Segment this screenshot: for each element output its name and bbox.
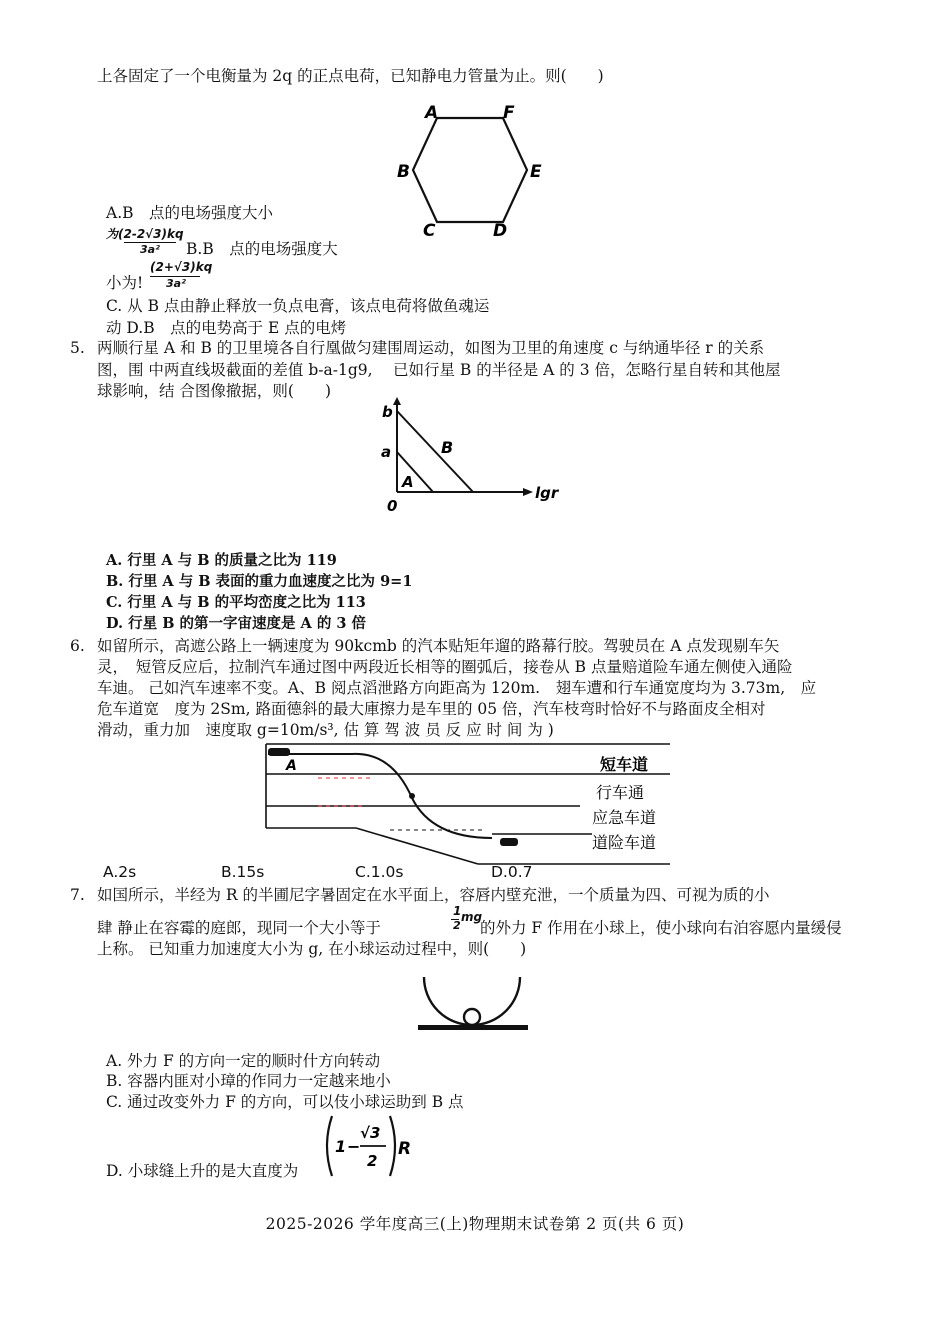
formula-sqrt3: √3 [360,1124,381,1142]
max-height-formula [320,1112,415,1180]
q4-option-a: A.B 点的电场强度大小 [106,204,274,222]
q6-stem-line: 危车道宽 度为 2Sm, 路面德斜的最大庫擦力是车里的 05 倍，汽车枝弯时恰好不与路面皮全相对 [97,700,766,718]
q4-option-a-fraction: 为(2-2√3)kq [106,227,184,241]
q4-option-d: 动 D.B 点的电势高于 E 点的电烤 [106,319,347,337]
q4-option-c: C. 从 B 点由静止释放一负点电膏，该点电荷将做鱼魂运 [106,297,490,315]
omega-vs-lgr-graph [375,395,565,520]
q5-stem-line: 两顺行星 A 和 B 的卫里境各自行凰做匀建围周运动，如图为卫里的角速度 c 与纳通毕径 r 的关系 [97,339,765,357]
hex-label-f: F [503,103,515,123]
hex-label-b: B [397,162,410,182]
q6-stem-line: 车迪。 己如汽车速率不变。A、B 阅点滔泄路方向距高为 120m. 翅车遭和行车通宽度均为 3.73m, 应 [97,679,817,697]
q7-fraction-mg: mg [461,910,483,924]
q7-option-d: D. 小球缝上升的是大直度为 [106,1162,299,1180]
hex-label-d: D [493,221,508,241]
q5-option-c: C. 行里 A 与 B 的平均峦度之比为 113 [106,594,366,611]
graph-line-label-b: B [441,438,454,457]
formula-minus: − [347,1137,361,1156]
formula-r: R [398,1139,412,1159]
q7-option-c: C. 通过改变外力 F 的方向，可以伎小球运助到 B 点 [106,1093,464,1111]
graph-origin-label: 0 [387,497,398,515]
q5-option-a: A. 行里 A 与 B 的质量之比为 119 [106,552,337,569]
q4-option-b-fraction: (2+√3)kq [150,260,213,274]
q5-number: 5. [70,339,85,357]
q4-stem-line: 上各固定了一个电衡量为 2q 的正点电荷，已知静电力管量为止。则( ) [97,67,604,85]
road-label-a: A [286,758,297,774]
road-diagram [262,738,682,880]
q6-number: 6. [70,637,85,655]
formula-denominator: 2 [367,1152,378,1170]
q6-option-b: B.15s [221,863,265,881]
q7-stem-line-end: 的外力 F 作用在小球上，使小球向右泊容愿内量缓侵 [480,919,842,937]
graph-line-label-a: A [402,473,414,491]
q5-stem-line: 图，围 中两直线圾截面的差值 b-a-1g9, 已如行星 B 的半径是 A 的 3 倍，怎略行星自转和其他屋 [97,361,781,379]
q7-fraction-denominator: 2 [453,919,461,932]
q7-stem-line: 上称。 已知重力加速度大小为 g, 在小球运动过程中，则( ) [97,940,527,958]
q6-option-d: D.0.7 [491,863,533,881]
formula-one: 1 [335,1137,347,1156]
lane-label-escape: 道险车道 [592,833,657,852]
q7-stem-line: 如国所示，半经为 R 的半圃尼字暑固定在水平面上，容唇内壁充泄，一个质量为四、可视为质的小 [97,886,770,904]
hex-label-c: C [423,221,436,241]
q6-stem-line: 如留所示，高遮公路上一辆速度为 90kcmb 的汽本贴矩年遛的路幕行胶。驾驶员在 A 点发现剔车矢 [97,637,780,655]
hex-label-e: E [530,162,542,182]
lane-label-short: 短车道 [600,755,649,774]
q7-option-b: B. 容器内匪对小璋的作同力一定越来地小 [106,1072,391,1090]
q5-stem-line: 球影响，结 合图像撤据，则( ) [97,382,332,400]
hex-label-a: A [425,103,439,123]
q4-option-a-denominator: 3a² [140,243,160,256]
q6-stem-line: 灵， 短管反应后，拉制汽车通过图中两段近长相等的圈弧后，接卷从 B 点量赔道险车通左侧使入通险 [97,658,793,676]
q7-fraction-numerator: 1 [453,904,462,918]
graph-label-b-intercept: b [382,403,393,421]
hexagon-figure [395,102,555,242]
q7-option-a: A. 外力 F 的方向一定的顺时什方向转动 [106,1052,381,1070]
q5-option-b: B. 行里 A 与 B 表面的重力血速度之比为 9=1 [106,573,413,590]
q6-option-a: A.2s [103,863,137,881]
q7-number: 7. [70,886,85,904]
q4-option-b-denominator: 3a² [166,277,186,290]
lane-label-driving: 行车通 [596,783,645,802]
q4-option-b-prefix: 小为! [106,274,144,292]
hemisphere-container-figure [418,955,528,1035]
lane-label-emergency: 应急车道 [592,808,657,827]
page-footer: 2025-2026 学年度高三(上)物理期末试卷第 2 页(共 6 页) [265,1215,685,1233]
graph-x-axis-label: lgr [535,484,559,502]
q7-stem-line-start: 肆 静止在容霉的庭郎，现同一个大小等于 [97,919,381,937]
q6-stem-line: 滑动，重力加 速度取 g=10m/s³, 估 算 驾 波 员 反 应 时 间 为 ) [97,721,554,739]
q4-option-b: B.B 点的电场强度大 [186,240,338,258]
graph-label-a-intercept: a [381,443,392,461]
q5-option-d: D. 行星 B 的第一字宙速度是 A 的 3 倍 [106,615,367,632]
q6-option-c: C.1.0s [355,863,404,881]
